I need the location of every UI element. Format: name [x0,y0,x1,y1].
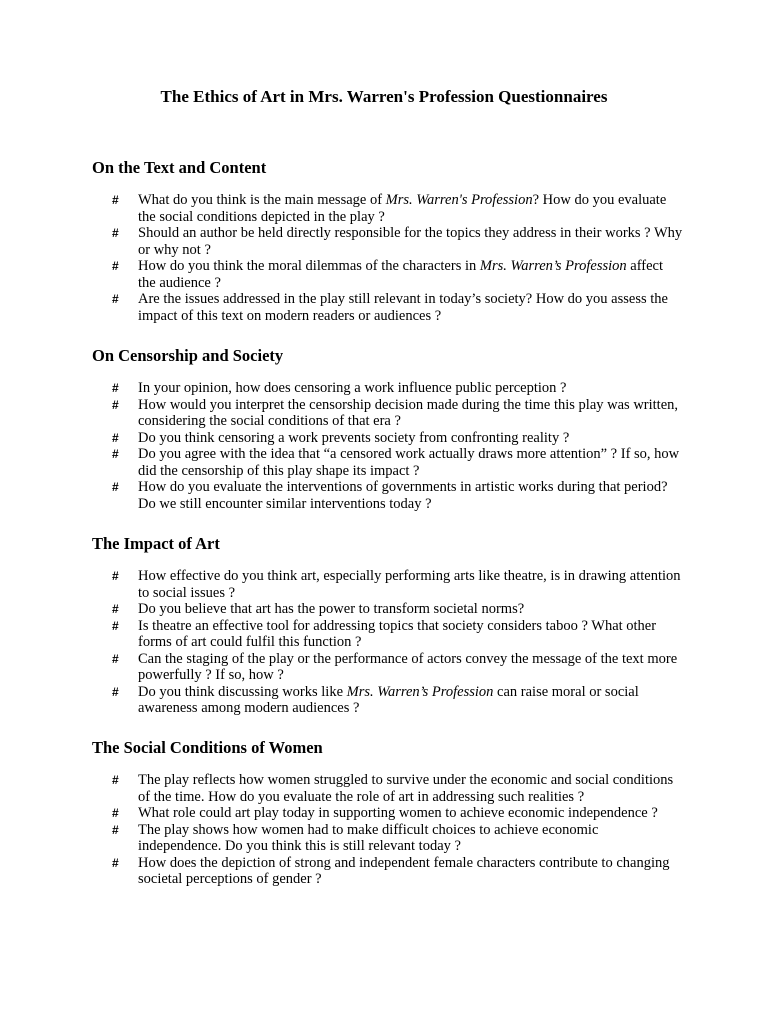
question-text-part: Do you agree with the idea that “a censored work actually draws more attention” ? If so, how did the censorship of this play shape its impact ? [138,446,680,479]
question-text [138,855,670,888]
document-title: The Ethics of Art in Mrs. Warren's Profession Questionnaires [160,87,608,106]
bullet-marker: # [112,822,119,837]
question-text-part: Are the issues addressed in the play still relevant in today’s society? How do you assess the impact of this text on modern readers or audiences ? [138,291,668,324]
question-list [92,568,692,717]
section-text-and-content [92,158,692,324]
question-text [138,225,682,258]
question-item [92,192,683,225]
bullet-marker: # [112,292,119,306]
section-social-conditions-of-women [92,738,692,888]
bullet-marker: # [112,480,119,494]
section-impact-of-art [92,534,692,717]
question-item [92,855,683,888]
question-text-part: ? How do you evaluate the social conditions depicted in the play ? [138,192,667,225]
bullet-marker: # [112,602,119,616]
question-text-part: Do you think discussing works like [138,683,347,700]
question-text [138,822,598,855]
question-text [138,446,679,479]
section-heading: The Impact of Art [92,534,220,553]
question-item [92,618,683,651]
bullet-marker: # [112,397,119,412]
question-text-part: can raise moral or social awareness among modern audiences ? [138,683,639,716]
question-text-part: How effective do you think art, especially performing arts like theatre, is in drawing attention to social issues ? [138,568,681,601]
question-item [92,479,683,512]
question-list [92,772,692,888]
section-censorship-and-society [92,346,692,512]
question-item [92,568,683,601]
question-item [92,601,683,618]
question-text [138,651,677,684]
question-text-part: Can the staging of the play or the performance of actors convey the message of the text more powerfully ? If so, how ? [138,650,678,683]
question-item [92,430,683,447]
question-text-part: Do you think censoring a work prevents society from confronting reality ? [138,429,570,446]
bullet-marker: # [112,430,119,445]
bullet-marker: # [112,259,119,273]
question-text [138,291,668,324]
bullet-marker: # [112,447,119,461]
question-text [138,805,658,821]
play-title-italic: Mrs. Warren’s Profession [346,683,494,700]
question-item [92,772,683,805]
question-item [92,684,683,717]
question-item [92,380,683,397]
question-text [138,772,673,805]
question-item [92,225,683,258]
question-text [138,192,666,225]
question-text-part: How does the depiction of strong and independent female characters contribute to changing societal perceptions of gender ? [138,854,670,887]
question-item [92,291,683,324]
bullet-marker: # [112,684,119,699]
question-item [92,651,683,684]
question-text-part: Should an author be held directly responsible for the topics they address in their works ? Why or why not ? [138,225,683,258]
question-text-part: How would you interpret the censorship decision made during the time this play was written, considering the social conditions of that era ? [138,396,679,429]
question-text-part: What role could art play today in supporting women to achieve economic independence ? [138,805,658,821]
question-text-part: affect the audience ? [138,258,663,291]
bullet-marker: # [112,651,119,666]
section-heading: The Social Conditions of Women [92,738,323,757]
question-text-part: Is theatre an effective tool for addressing topics that society considers taboo ? What other forms of art could fulfil this function ? [138,617,657,650]
bullet-marker: # [112,569,119,583]
question-text [138,568,681,601]
question-text-part: How do you evaluate the interventions of governments in artistic works during that period? Do we still encounter similar interventions today ? [138,479,668,512]
bullet-marker: # [112,226,119,240]
question-text [138,479,668,512]
play-title-italic: Mrs. Warren’s Profession [479,258,627,274]
bullet-marker: # [112,618,119,633]
question-item [92,822,683,855]
question-text [138,430,569,446]
play-title-italic: Mrs. Warren's Profession [385,192,533,208]
question-item [92,258,683,291]
question-text-part: The play reflects how women struggled to survive under the economic and social conditions of the time. How do you evaluate the role of art in addressing such realities ? [138,772,674,805]
bullet-marker: # [112,193,119,207]
section-heading: On Censorship and Society [92,346,284,365]
question-text-part: How do you think the moral dilemmas of the characters in [138,258,480,274]
bullet-marker: # [112,381,119,395]
question-text-part: The play shows how women had to make difficult choices to achieve economic independence. Do you think this is still relevant today ? [138,821,599,854]
bullet-marker: # [112,806,119,820]
question-text-part: In your opinion, how does censoring a work influence public perception ? [138,380,567,396]
question-text [138,258,663,291]
question-list [92,380,692,512]
section-heading: On the Text and Content [92,158,267,177]
question-item [92,446,683,479]
question-text [138,601,524,617]
question-item [92,805,683,822]
question-item [92,397,683,430]
question-text [138,618,656,651]
question-text [138,397,678,430]
question-text [138,684,639,717]
question-text [138,380,566,396]
question-list [92,192,692,324]
question-text-part: Do you believe that art has the power to transform societal norms? [138,601,525,617]
bullet-marker: # [112,773,119,787]
question-text-part: What do you think is the main message of [138,192,386,208]
bullet-marker: # [112,855,119,870]
